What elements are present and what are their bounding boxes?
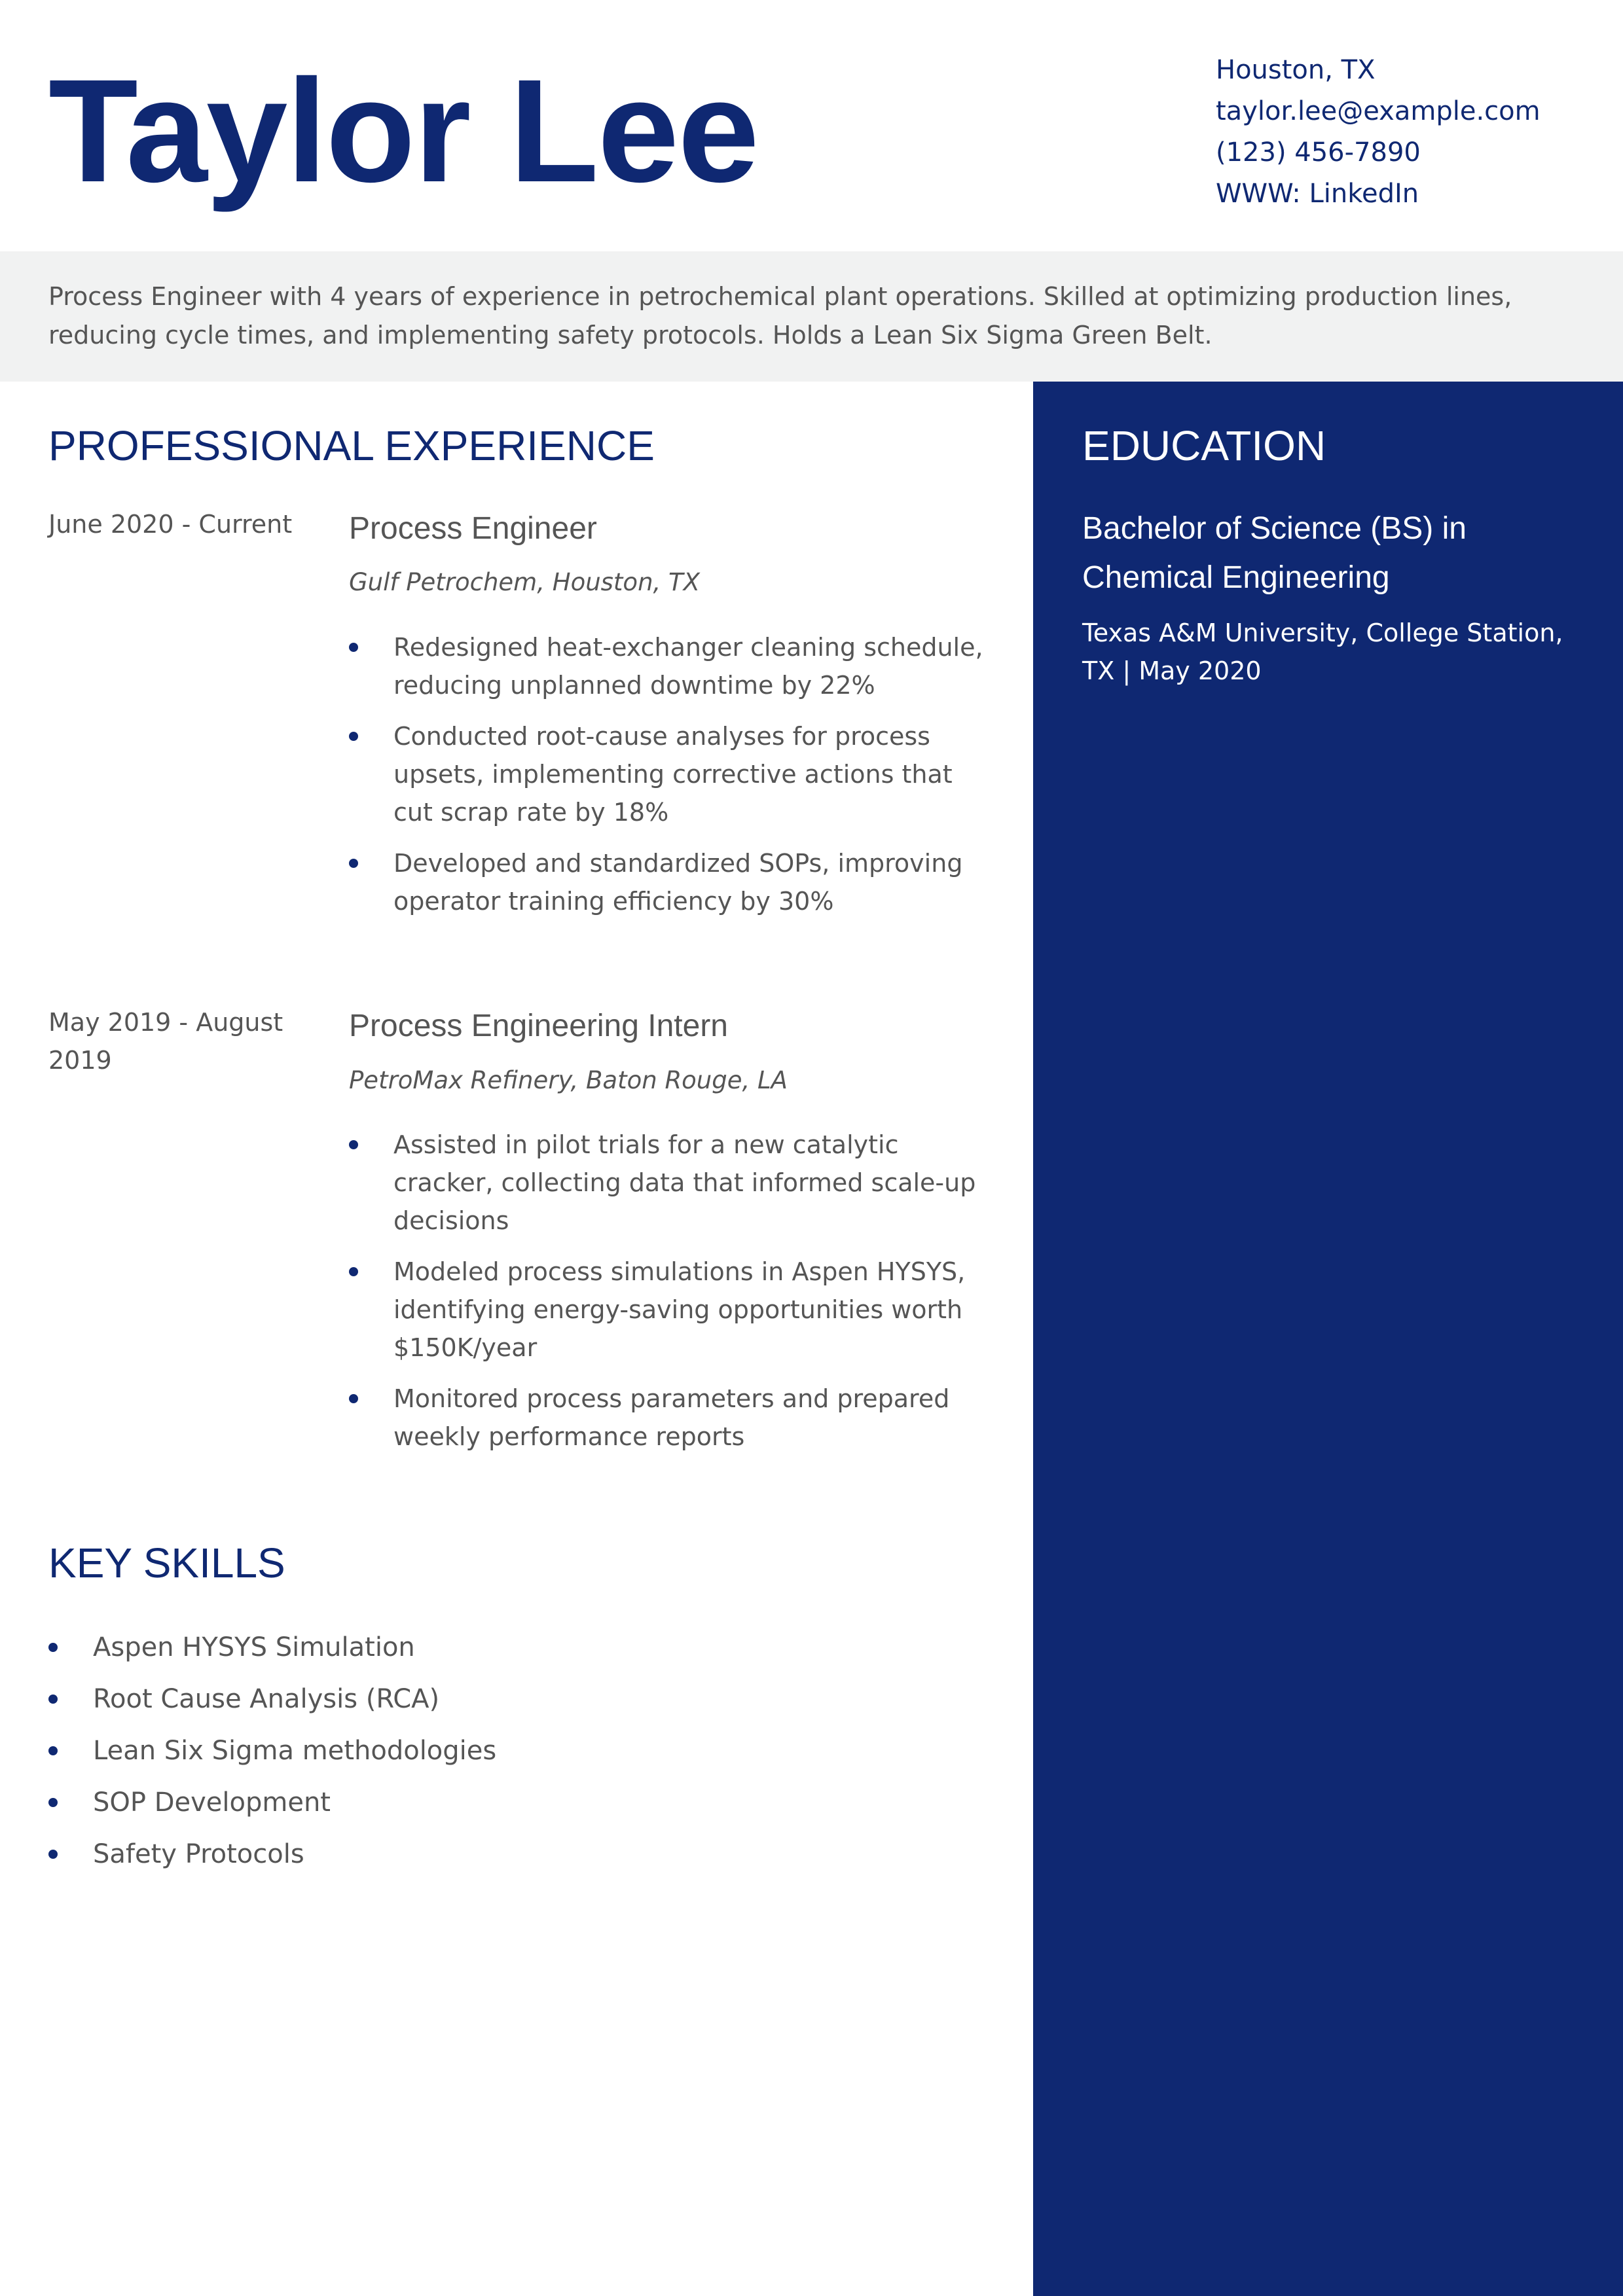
job-dates: June 2020 - Current bbox=[48, 510, 293, 539]
degree-title: Bachelor of Science (BS) in Chemical Engineering bbox=[1082, 511, 1467, 595]
job-bullet: Modeled process simulations in Aspen HYSYS, identifying energy-saving opportunities worth $150K/year bbox=[349, 1253, 991, 1367]
job-company: Gulf Petrochem, Houston, TX bbox=[349, 568, 700, 596]
skills-list bbox=[48, 1622, 965, 1880]
job-company: PetroMax Refinery, Baton Rouge, LA bbox=[349, 1066, 788, 1094]
job-bullets bbox=[349, 628, 991, 933]
job-bullet: Assisted in pilot trials for a new catalytic cracker, collecting data that informed scale-up decisions bbox=[349, 1126, 991, 1240]
contact-phone[interactable]: (123) 456-7890 bbox=[1216, 137, 1421, 168]
job-bullet: Monitored process parameters and prepared weekly performance reports bbox=[349, 1380, 991, 1456]
professional-summary: Process Engineer with 4 years of experience in petrochemical plant operations. Skilled at optimizing production lines, reducing cycle times, and implementing safety protocols. Holds a Lean Six Sigma Green Belt. bbox=[48, 282, 1512, 350]
contact-email[interactable]: taylor.lee@example.com bbox=[1216, 96, 1541, 126]
job-title: Process Engineer bbox=[349, 511, 597, 546]
education-heading: EDUCATION bbox=[1082, 422, 1326, 469]
job-bullet: Redesigned heat-exchanger cleaning schedule, reducing unplanned downtime by 22% bbox=[349, 628, 991, 704]
school-details: Texas A&M University, College Station, TX | May 2020 bbox=[1082, 619, 1563, 685]
skill-item: Aspen HYSYS Simulation bbox=[48, 1622, 965, 1674]
job-dates: May 2019 - August 2019 bbox=[48, 1008, 283, 1075]
candidate-name: Taylor Lee bbox=[48, 49, 758, 213]
skill-item: Lean Six Sigma methodologies bbox=[48, 1725, 965, 1777]
job-bullet: Developed and standardized SOPs, improving operator training efficiency by 30% bbox=[349, 844, 991, 920]
skill-item: SOP Development bbox=[48, 1777, 965, 1829]
contact-website[interactable]: WWW: LinkedIn bbox=[1216, 179, 1419, 209]
skill-item: Root Cause Analysis (RCA) bbox=[48, 1674, 965, 1725]
contact-location: Houston, TX bbox=[1216, 55, 1376, 85]
resume-header bbox=[0, 0, 1623, 251]
job-title: Process Engineering Intern bbox=[349, 1009, 728, 1043]
contact-info bbox=[1216, 50, 1541, 215]
skills-heading: KEY SKILLS bbox=[48, 1539, 285, 1587]
experience-heading: PROFESSIONAL EXPERIENCE bbox=[48, 422, 655, 469]
job-bullets bbox=[349, 1126, 991, 1469]
job-bullet: Conducted root-cause analyses for process upsets, implementing corrective actions that cut scrap rate by 18% bbox=[349, 717, 991, 831]
skill-item: Safety Protocols bbox=[48, 1829, 965, 1880]
